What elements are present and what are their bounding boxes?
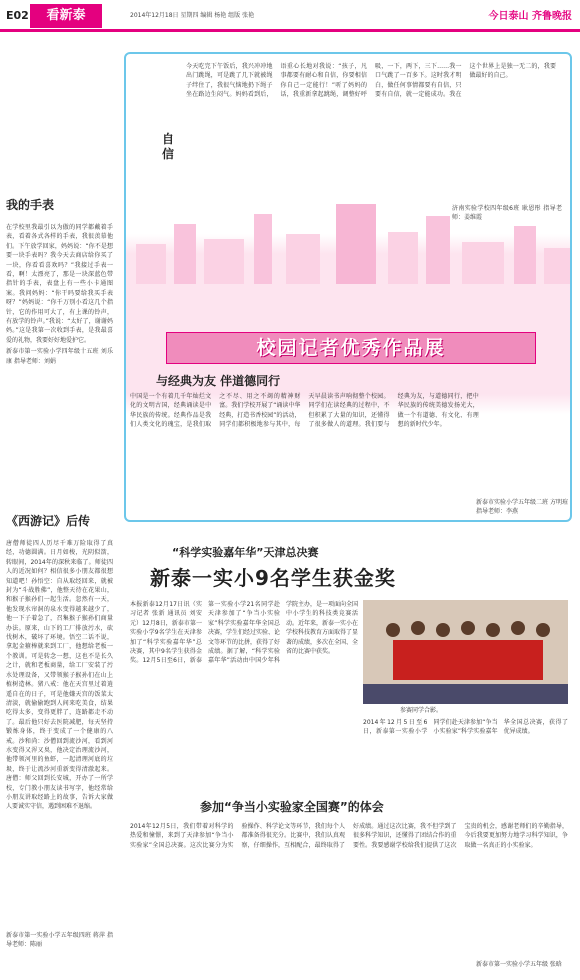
section-name: 看新泰	[30, 4, 102, 28]
newspaper-brand: 今日泰山 齐鲁晚报	[488, 11, 572, 22]
news-body: 本报新泰12月17日讯（实习记者 张新 通讯员 刘安元）12月8日，新泰市第一实验小学9名学生在天津参加了“科学实验嘉年华”总决赛，其中9名学生获得金奖。12月5日至6日，新泰第一实验小学21名同学赴天津参加了“争当小实验家”科学实验嘉年华全国总决赛，学生们经过实验、论文等环节的比拼，获得了好成绩。据了解，“科学实验嘉年华”活动由中国少年科学院主办，是一项面向全国中小学生的科技类竞赛活动。近年来，新泰一实小在学校科技教育方面取得了显著的成绩，多次在全国、全省的比赛中获奖。	[130, 601, 358, 665]
essay-my-watch	[6, 196, 113, 366]
photo-caption: 参赛同学合影。	[400, 707, 443, 714]
essay-title: 自信	[162, 132, 175, 161]
news-headline: 新泰一实小9名学生获金奖	[150, 566, 396, 590]
essay-byline: 济南实验学校四年级6班 耿恩彤 指导老师：姜维霞	[452, 205, 562, 222]
essay-body: 唐僧师徒四人历尽千难万险取得了真经，功德圆满。日月如梭，光阴似箭，转眼间，2014年的深秋来临了。师徒四人的近况如何？相信很多小朋友都很想知道吧！孙悟空：自从取经回来，就被封为“斗战胜佛”，他整天待在花果山，和猴子猴孙们一起生活。忽然有一天，他发现水帘洞的泉水变得越来越少了，他一下子着急了，召集猴子猴孙们商量办法。原来，山下的工厂排放污水，砍伐树木，破坏了环境。悟空二话不说，拿起金箍棒就来到工厂，他想给老板一个教训。可是转念一想，这也不是长久之计，就和老板商量，给工厂安装了污水处理设备，又带领猴子猴孙们在山上植树造林。猪八戒：他在天宫里过着逍遥自在的日子，可是他嫌天宫的饭菜太清淡，就偷偷跑到人间来吃美食，结果吃得太多，变得更胖了，连路都走不动了。最后他只好去医院减肥，每天坚持锻炼身体，终于变成了一个健康的八戒。沙和尚：沙僧回到流沙河，看到河水变得又浑又臭，他决定治理流沙河，他带领河里的鱼虾，一起清理河底的垃圾，终于让流沙河重新变得清澈起来。唐僧：师父回到长安城，开办了一所学校，专门教小朋友读书写字，他经常给小朋友讲取经路上的故事，告诉大家做人要诚实守信，遇到困难不退缩。	[6, 540, 113, 811]
essay-title: 我的手表	[6, 198, 55, 212]
student-works-panel	[124, 52, 572, 522]
essay-title: 与经典为友 伴道德同行	[156, 374, 281, 388]
essay-body: 在学校里我最引以为傲的同学都戴着手表，看着各式各样的手表，我很羡慕他们。下午放学回家，妈妈说：“你不是想要一块手表吗？我今天去商店给你买了一块，你看看喜欢吗？”我接过手表一看，啊！太漂亮了，那是一块深蓝色带指针的手表，表盘上有一些小卡通图案。我问妈妈：“你干吗要给我买手表呀？”妈妈说：“你千万别小看这几个指针，它的作用可大了，有上课的铃声，有放学的铃声。”我说：“太好了，谢谢妈妈。”这是我第一次收到手表，是我最喜爱的礼物，我要好好地爱护它。	[6, 224, 113, 344]
news-body-continued: 2014年12月5日至6日，新泰第一实验小学同学们赴天津参加“争当小实验家”科学实验嘉年华全国总决赛，获得了优异成绩。	[363, 719, 568, 736]
subsection-byline: 新泰市第一实验小学五年级 张晗	[476, 961, 562, 968]
essay-body: 中国是一个有着几千年灿烂文化的文明古国，经典诵读是中华民族的传统。经典作品是我们人类文化的瑰宝，是我们取之不尽、用之不竭的精神财富。我们学校开展了“诵读中华经典，打造书香校园”的活动，同学们都积极地参与其中，每天早晨读书声响彻整个校园。同学们在读经典的过程中，不但积累了大量的知识，还懂得了很多做人的道理。我们要与经典为友，与道德同行，把中华民族的传统美德发扬光大，做一个有道德、有文化、有理想的新时代少年。	[130, 393, 479, 429]
essay-journey-west	[6, 512, 113, 950]
student-group-photo	[363, 600, 568, 704]
news-kicker: “科学实验嘉年华”天津总决赛	[172, 546, 319, 559]
dateline: 2014年12月18日 星期四 编辑 杨艳 组版 张艳	[130, 12, 255, 19]
page-number: E02	[6, 9, 29, 22]
page-header	[0, 0, 580, 32]
subsection-title: 参加“争当小实验家全国赛”的体会	[200, 800, 384, 814]
essay-title: 《西游记》后传	[6, 514, 91, 528]
feature-banner: 校园记者优秀作品展	[166, 332, 536, 364]
essay-body: 今天吃完下午饭后，我兴冲冲地出门跳绳，可是跳了几下就被绳子绊住了，我很气恼地扔下绳子坐在路边生闷气。妈妈看到后，语重心长地对我说：“孩子，凡事都要有耐心和自信，你要相信你自己一定能行！”听了妈妈的话，我重新拿起跳绳，调整好呼吸，一下，两下，三下……我一口气跳了一百多下。这时我才明白，做任何事情都要有自信，只要有自信，就一定能成功。我在这个世界上是独一无二的，我要做最好的自己。	[186, 63, 556, 99]
essay-byline: 新泰市第一实验小学四年级十五班 刘乐康 指导老师：刘娟	[6, 348, 113, 365]
subsection-body: 2014年12月5日，我们带着对科学的热爱和憧憬，来到了天津参加“争当小实验家”全国总决赛。这次比赛分为实验操作、科学论文等环节，我们每个人都准备得很充分。比赛中，我们认真观察，仔细操作，互相配合，最终取得了好成绩。通过这次比赛，我不但学到了很多科学知识，还懂得了团结合作的重要性。我要感谢学校给我们提供了这次宝贵的机会，感谢老师们的辛勤指导，今后我要更加努力地学习科学知识，争取做一名真正的小实验家。	[130, 823, 568, 849]
essay-byline: 新泰市第一实验小学五年级四班 蒋萍 指导老师：陈丽	[6, 932, 113, 949]
essay-byline: 新泰市实验小学五年级二班 方明瑄 指导老师：李燕	[476, 499, 568, 516]
